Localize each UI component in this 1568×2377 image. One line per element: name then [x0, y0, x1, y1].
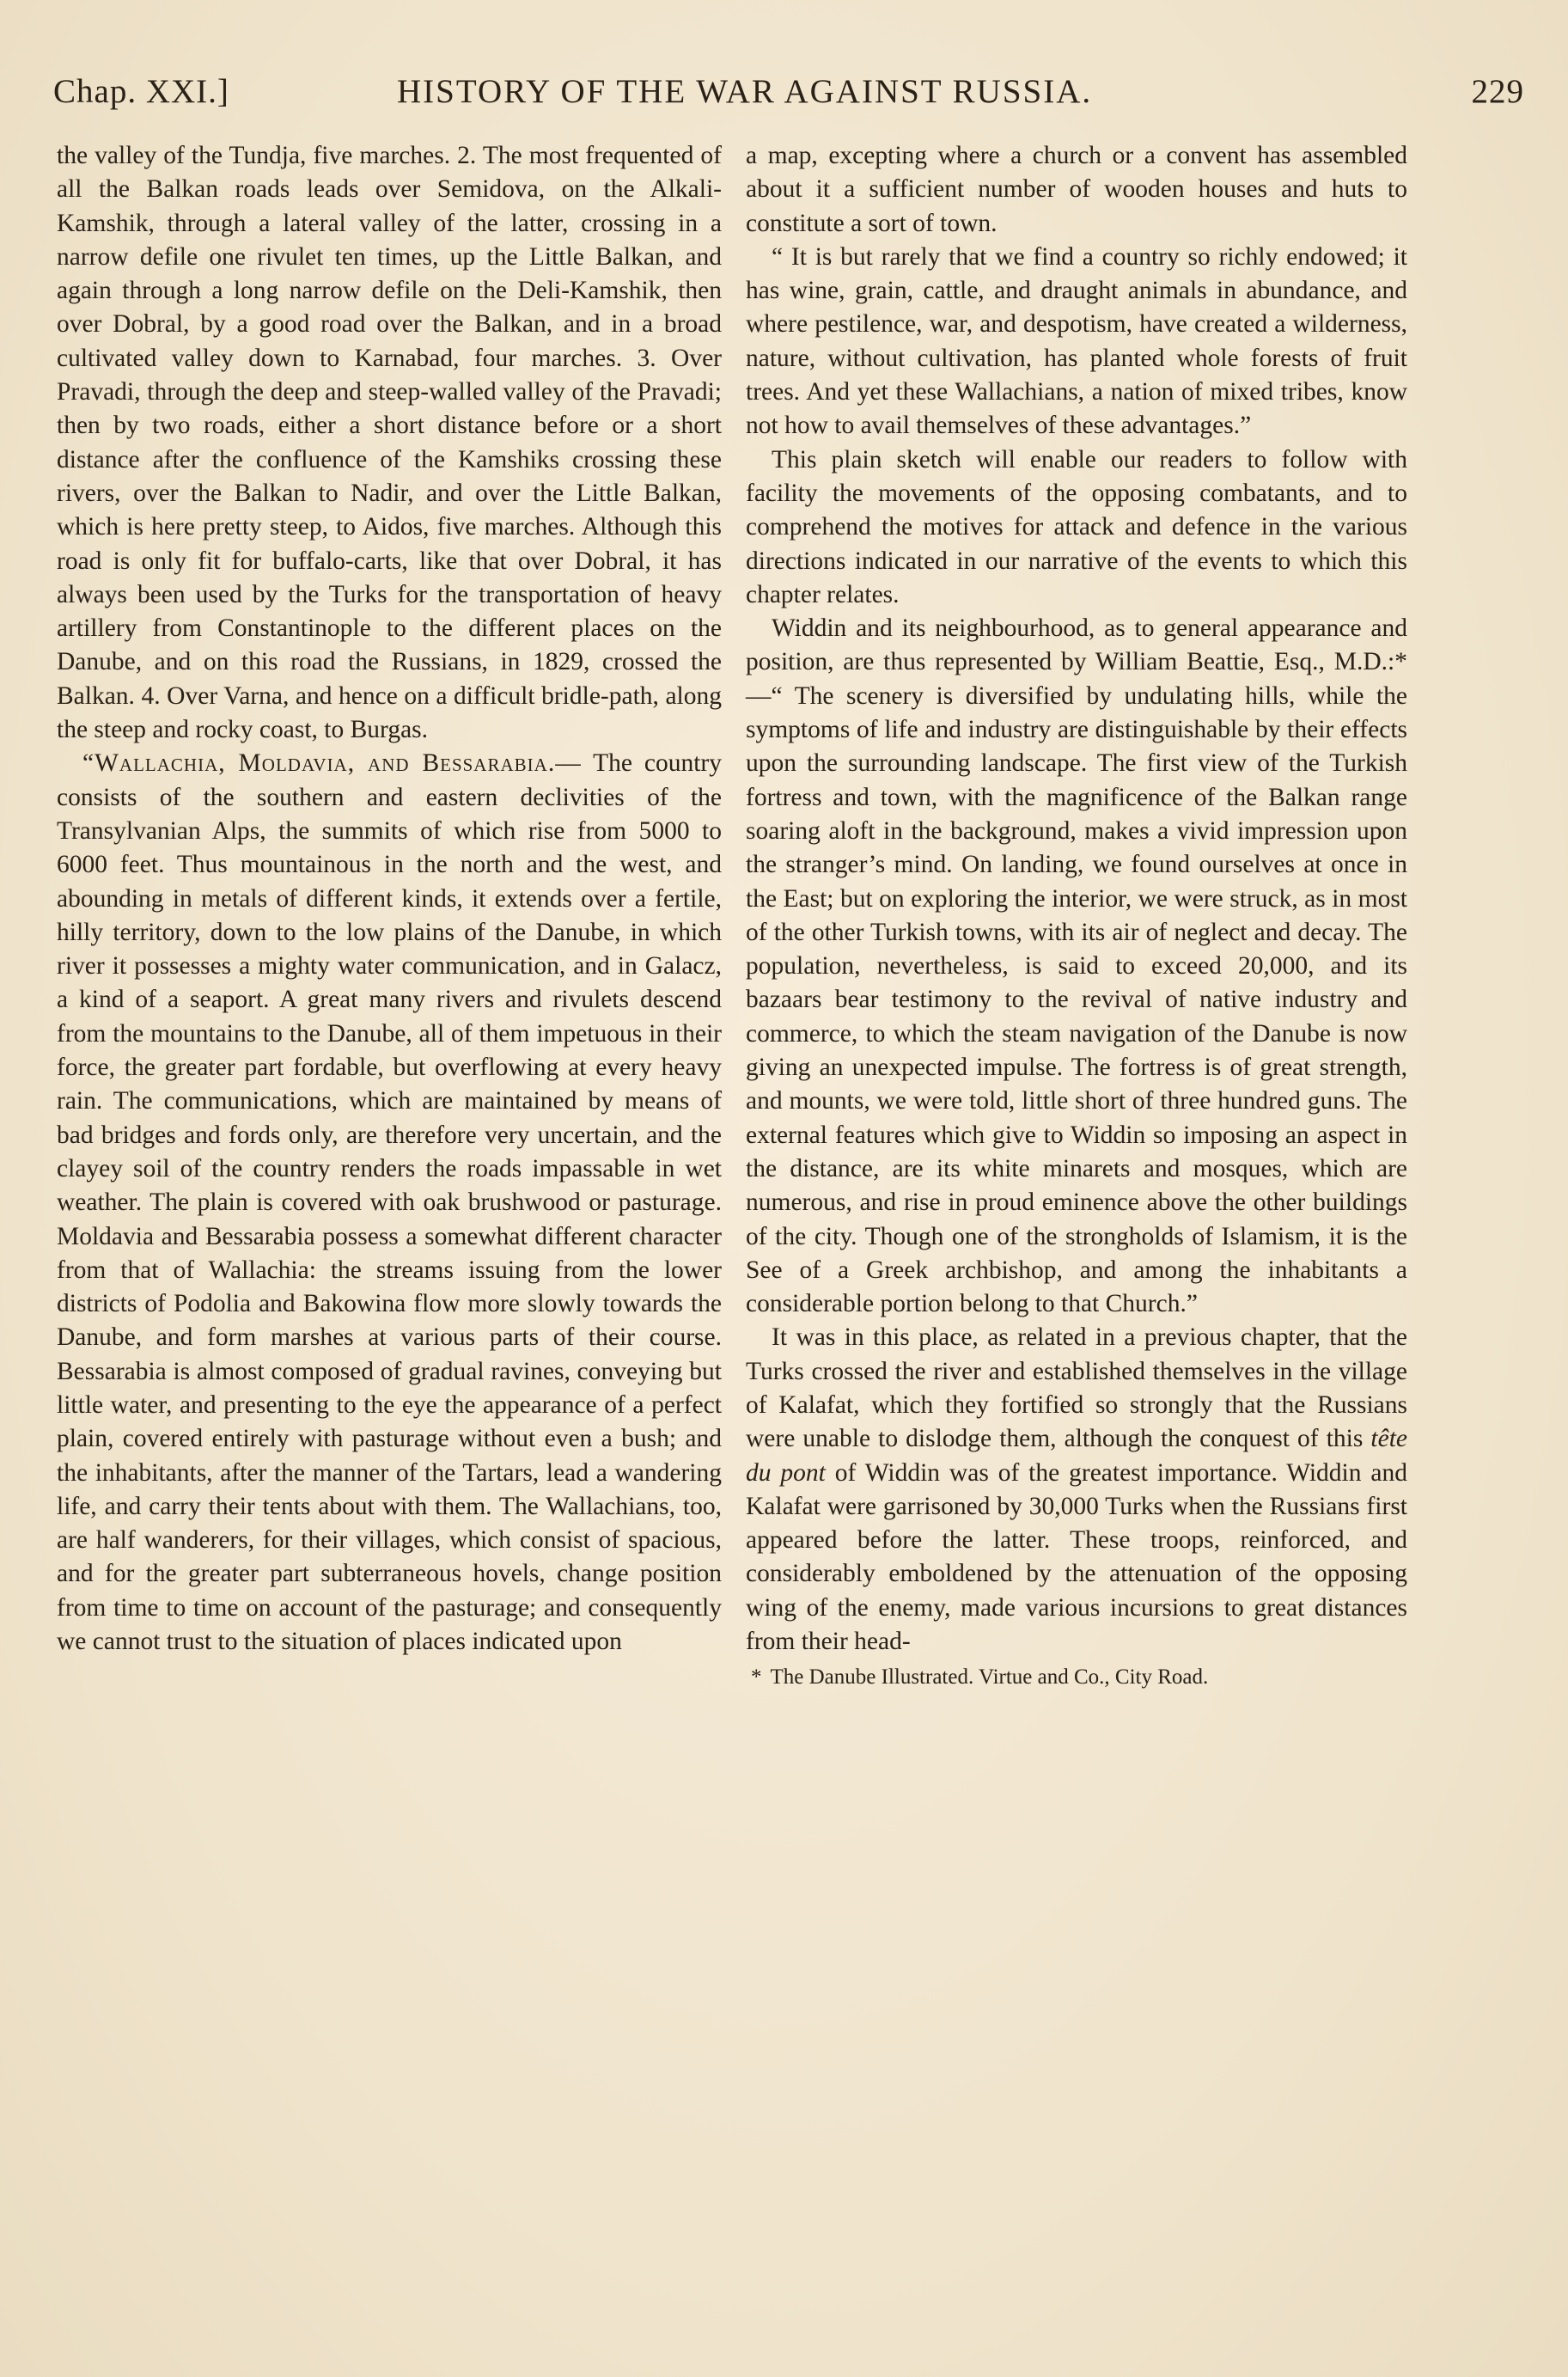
chapter-label: Chap. XXI.] — [53, 73, 229, 110]
left-column — [57, 139, 722, 1659]
kalafat-text-1: It was in this place, as related in a previous chapter, that the Turks crossed the river and established themselves in the village of Kalafat, which they fortified so strongly that the Russians were unable to dislodge them, although the conquest of this — [746, 1323, 1407, 1453]
paragraph-balkan-roads: the valley of the Tundja, five marches. 2. The most frequented of all the Balkan roads leads over Semidova, on the Alkali-Kamshik, through a lateral valley of the latter, crossing in a narrow defile one rivulet ten times, up the Little Balkan, and again through a long narrow defile on the Deli-Kamshik, then over Dobral, by a good road over the Balkan, and in a broad cultivated valley down to Karnabad, four marches. 3. Over Pravadi, through the deep and steep-walled valley of the Pravadi; then by two roads, either a short distance before or a short distance after the confluence of the Kamshiks crossing these rivers, over the Balkan to Nadir, and over the Little Balkan, which is here pretty steep, to Aidos, five marches. Although this road is only fit for buffalo-carts, like that over Dobral, it has always been used by the Turks for the transportation of heavy artillery from Constantinople to the different places on the Danube, and on this road the Russians, in 1829, crossed the Balkan. 4. Over Varna, and hence on a difficult bridle-path, along the steep and rocky coast, to Burgas. — [57, 142, 722, 744]
section-heading-wallachia: “Wallachia, Moldavia, and Bessarabia.— — [82, 749, 582, 778]
paragraph-wallachia — [57, 747, 722, 1659]
paragraph-widdin: Widdin and its neighbourhood, as to general appearance and position, are thus represented by William Beattie, Esq., M.D.:*—“ The scenery is diversified by undulating hills, while the symptoms of life and industry are distinguishable by their effects upon the surrounding landscape. The first view of the Turkish fortress and town, with the magnificence of the Balkan range soaring aloft in the background, makes a vivid impression upon the stranger’s mind. On landing, we found ourselves at once in the East; but on exploring the interior, we were struck, as in most of the other Turkish towns, with its air of neglect and decay. The population, nevertheless, is said to exceed 20,000, and its bazaars bear testimony to the revival of native industry and commerce, to which the steam navigation of the Danube is now giving an unexpected impulse. The fortress is of great strength, and mounts, we were told, little short of three hundred guns. The external features which give to Widdin so imposing an aspect in the distance, are its white minarets and mosques, which are numerous, and rise in proud eminence above the other buildings of the city. Though one of the strongholds of Islamism, it is the See of a Greek archbishop, and among the inhabitants a considerable portion belong to that Church.” — [746, 614, 1407, 1318]
page-header-title: HISTORY OF THE WAR AGAINST RUSSIA. — [397, 73, 1093, 110]
paragraph-wallachia-text: The country consists of the southern and eastern declivities of the Transylvanian Alps, the summits of which rise from 5000 to 6000 feet. Thus mountainous in the north and the west, and abounding in metals of different kinds, it extends over a fertile, hilly territory, down to the low plains of the Danube, in which river it possesses a mighty water communication, and in Galacz, a kind of a seaport. A great many rivers and rivulets descend from the mountains to the Danube, all of them impetuous in their force, the greater part fordable, but overflowing at every heavy rain. The communications, which are maintained by means of bad bridges and fords only, are therefore very uncertain, and the clayey soil of the country renders the roads impassable in wet weather. The plain is covered with oak brushwood or pasturage. Moldavia and Bessarabia possess a somewhat different character from that of Wallachia: the streams issuing from the lower districts of Podolia and Bakowina flow more slowly towards the Danube, and form marshes at various parts of their course. Bessarabia is almost composed of gradual ravines, conveying but little water, and presenting to the eye the appearance of a perfect plain, covered entirely with pasturage without even a bush; and the inhabitants, after the manner of the Tartars, lead a wandering life, and carry their tents about with them. The Wallachians, too, are half wanderers, for their villages, which consist of spacious, and for the greater part subterraneous hovels, change position from time to time on account of the pasturage; and consequently we cannot trust to the situation of places indicated upon — [57, 749, 723, 1656]
page-number: 229 — [1471, 73, 1524, 110]
footnote-text: The Danube Illustrated. Virtue and Co., City Road. — [770, 1665, 1209, 1690]
running-head — [53, 67, 1524, 120]
kalafat-text-2: of Widdin was of the greatest importance. Widdin and Kalafat were garrisoned by 30,000 Turks when the Russians first appeared before the latter. These troops, reinforced, and considerably emboldened by the attenuation of the opposing wing of the enemy, made various incursions to great distances from their head- — [746, 1458, 1407, 1656]
footnote — [746, 1664, 1407, 1691]
footnote-mark: * — [751, 1665, 762, 1690]
kalafat-italic: tête du pont — [746, 1425, 1408, 1487]
right-column — [746, 139, 1407, 1691]
paragraph-map-continued: a map, excepting where a church or a convent has assembled about it a sufficient number of wooden houses and huts to constitute a sort of town. — [746, 142, 1407, 237]
paragraph-richly-endowed: “ It is but rarely that we find a country so richly endowed; it has wine, grain, cattle, and draught animals in abundance, and where pestilence, war, and despotism, have created a wilderness, nature, without cultivation, has planted whole forests of fruit trees. And yet these Wallachians, a nation of mixed tribes, know not how to avail themselves of these advantages.” — [746, 242, 1407, 440]
paragraph-plain-sketch: This plain sketch will enable our readers to follow with facility the movements of the opposing combatants, and to comprehend the motives for attack and defence in the various directions indicated in our narrative of the events to which this chapter relates. — [746, 445, 1407, 608]
paragraph-kalafat — [746, 1321, 1407, 1659]
